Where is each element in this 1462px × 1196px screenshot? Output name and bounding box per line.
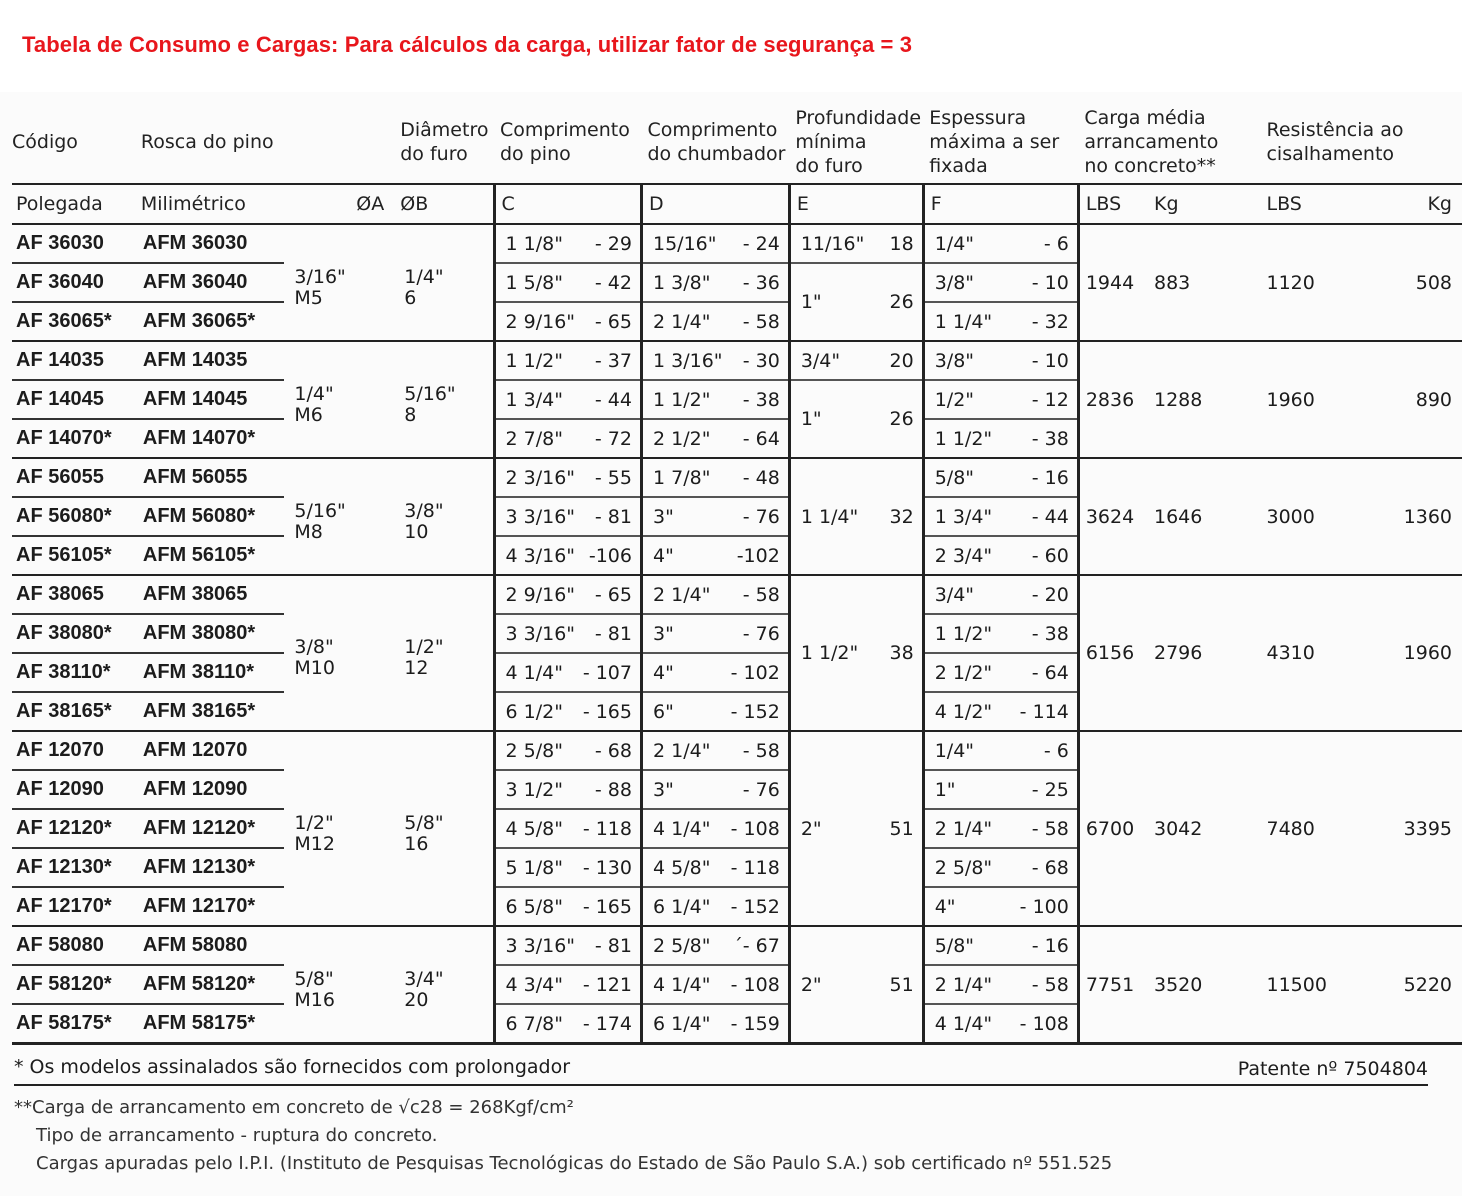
header-row [12, 100, 1462, 184]
code-milimetrico: AFM 38080* [137, 614, 285, 653]
dim-c: 4 3/4" - 121 [494, 965, 641, 1004]
dim-c: 1 1/2" - 37 [494, 341, 641, 380]
code-polegada: AF 38165* [16, 700, 112, 722]
dim-d: 1 7/8" - 48 [641, 458, 789, 497]
header-espessura: Espessura máxima a ser fixada [929, 106, 1060, 177]
rosca-size: 5/16" M8 [284, 458, 394, 575]
code-milimetrico: AFM 38065 [137, 575, 285, 614]
dim-c: 2 7/8" - 72 [494, 419, 641, 458]
code-milimetrico: AFM 58175* [142, 1012, 256, 1034]
dim-e: 2" 51 [789, 731, 923, 926]
dim-f: 1 1/2" - 38 [923, 614, 1078, 653]
code-polegada: AF 12090 [12, 770, 137, 809]
code-milimetrico: AFM 36040 [137, 263, 285, 302]
dim-f: 2 1/4" - 58 [923, 809, 1078, 848]
sub-e: E [789, 184, 923, 224]
code-polegada: AF 12070 [12, 731, 137, 770]
code-milimetrico: AFM 56055 [137, 458, 285, 497]
resistencia-kg: 890 [1377, 341, 1462, 458]
carga-kg: 1288 [1148, 341, 1261, 458]
dim-d: 6" - 152 [641, 692, 789, 731]
header-diametro: Diâmetro do furo [400, 118, 489, 165]
dim-f: 4" - 100 [923, 887, 1078, 926]
code-milimetrico: AFM 12170* [142, 895, 256, 917]
code-polegada: AF 14035 [12, 341, 137, 380]
dim-f: 4 1/2" - 114 [923, 692, 1078, 731]
dim-d: 1 1/2" - 38 [641, 380, 789, 419]
dim-c: 4 3/16" -106 [494, 536, 641, 575]
dim-c: 3 3/16" - 81 [494, 926, 641, 965]
dim-d: 4 1/4" - 108 [641, 809, 789, 848]
dim-d: 3" - 76 [641, 614, 789, 653]
sub-polegada: Polegada [12, 184, 137, 224]
header-resistencia: Resistência ao cisalhamento [1266, 118, 1404, 165]
carga-lbs: 6700 [1078, 731, 1148, 926]
code-milimetrico: AFM 12120* [137, 809, 285, 848]
carga-lbs: 7751 [1078, 926, 1148, 1044]
dim-d: 6 1/4" - 159 [641, 1004, 789, 1044]
dim-d: 1 3/16" - 30 [641, 341, 789, 380]
dim-c: 1 1/8" - 29 [494, 224, 641, 263]
code-milimetrico: AFM 36065* [142, 310, 256, 332]
header-profundidade: Profundidade mínima do furo [795, 106, 922, 177]
footnote-carga: **Carga de arrancamento em concreto de √c28 = 268Kgf/cm² [14, 1097, 574, 1118]
code-polegada: AF 58080 [12, 926, 137, 965]
table-row [12, 458, 1462, 497]
furo-size: 1/2" 12 [394, 575, 494, 731]
dim-d: 4 1/4" - 108 [641, 965, 789, 1004]
carga-kg: 3520 [1148, 926, 1261, 1044]
dim-e: 3/4" 20 [789, 341, 923, 380]
dim-c: 3 3/16" - 81 [494, 497, 641, 536]
dim-c: 2 9/16" - 65 [494, 302, 641, 341]
carga-kg: 1646 [1148, 458, 1261, 575]
code-milimetrico: AFM 12090 [137, 770, 285, 809]
dim-f: 2 5/8" - 68 [923, 848, 1078, 887]
header-carga: Carga média arrancamento no concreto** [1084, 106, 1219, 177]
sub-milimetrico: Milimétrico [137, 184, 285, 224]
code-milimetrico: AFM 12070 [137, 731, 285, 770]
table-row [12, 224, 1462, 263]
code-polegada: AF 58175* [16, 1012, 112, 1034]
code-milimetrico: AFM 38165* [142, 700, 256, 722]
code-milimetrico: AFM 14035 [137, 341, 285, 380]
code-polegada: AF 36065* [16, 310, 112, 332]
dim-c: 4 1/4" - 107 [494, 653, 641, 692]
sub-c: C [494, 184, 641, 224]
dim-d: 3" - 76 [641, 497, 789, 536]
dim-f: 1 1/2" - 38 [923, 419, 1078, 458]
code-milimetrico: AFM 58120* [137, 965, 285, 1004]
footnote-cargas: Cargas apuradas pelo I.P.I. (Instituto de Pesquisas Tecnológicas do Estado de São Paulo S.A.) sob certificado nº 551.525 [36, 1153, 1113, 1174]
resistencia-lbs: 4310 [1260, 575, 1376, 731]
dim-f: 2 1/4" - 58 [923, 965, 1078, 1004]
table-row [12, 926, 1462, 965]
code-milimetrico: AFM 14045 [137, 380, 285, 419]
dim-d: 4" - 102 [641, 653, 789, 692]
code-milimetrico: AFM 12130* [137, 848, 285, 887]
footnote-tipo: Tipo de arrancamento - ruptura do concreto. [36, 1125, 438, 1146]
furo-size: 5/16" 8 [394, 341, 494, 458]
dim-e: 1 1/4" 32 [789, 458, 923, 575]
header-rosca: Rosca do pino [140, 130, 274, 153]
dim-c: 1 5/8" - 42 [494, 263, 641, 302]
dim-c: 3 3/16" - 81 [494, 614, 641, 653]
dim-f: 1 3/4" - 44 [923, 497, 1078, 536]
furo-size: 1/4" 6 [394, 224, 494, 341]
sub-d: D [641, 184, 789, 224]
dim-d: 4 5/8" - 118 [641, 848, 789, 887]
dim-e: 1" 26 [789, 380, 923, 458]
footnotes [14, 1094, 1112, 1178]
dim-c: 2 9/16" - 65 [494, 575, 641, 614]
sub-oa: ØA [284, 184, 394, 224]
sub-lbs-2: LBS [1260, 184, 1376, 224]
resistencia-kg: 1360 [1377, 458, 1462, 575]
resistencia-kg: 508 [1377, 224, 1462, 341]
rosca-size: 3/8" M10 [284, 575, 394, 731]
dim-d: 2 1/4" - 58 [641, 302, 789, 341]
dim-c: 2 5/8" - 68 [494, 731, 641, 770]
dim-c: 4 5/8" - 118 [494, 809, 641, 848]
dim-d: 15/16" - 24 [641, 224, 789, 263]
code-milimetrico: AFM 56105* [142, 544, 256, 566]
header-comp-pino: Comprimento do pino [500, 118, 630, 165]
dim-d: 6 1/4" - 152 [641, 887, 789, 926]
dim-f: 2 1/2" - 64 [923, 653, 1078, 692]
dim-f: 5/8" - 16 [923, 926, 1078, 965]
dim-f: 2 3/4" - 60 [923, 536, 1078, 575]
sub-ob: ØB [394, 184, 494, 224]
consumption-load-table [12, 100, 1462, 1045]
sub-kg-2: Kg [1377, 184, 1462, 224]
sub-f: F [923, 184, 1078, 224]
dim-f: 1/4" - 6 [923, 731, 1078, 770]
sub-kg-1: Kg [1148, 184, 1261, 224]
resistencia-kg: 1960 [1377, 575, 1462, 731]
dim-d: 1 3/8" - 36 [641, 263, 789, 302]
patent-number: Patente nº 7504804 [1237, 1058, 1428, 1080]
table-row [12, 575, 1462, 614]
dim-c: 3 1/2" - 88 [494, 770, 641, 809]
resistencia-lbs: 1120 [1260, 224, 1376, 341]
resistencia-lbs: 3000 [1260, 458, 1376, 575]
furo-size: 3/4" 20 [394, 926, 494, 1044]
dim-f: 1 1/4" - 32 [923, 302, 1078, 341]
dim-f: 3/8" - 10 [923, 341, 1078, 380]
dim-d: 2 1/4" - 58 [641, 575, 789, 614]
dim-f: 1/4" - 6 [923, 224, 1078, 263]
carga-kg: 883 [1148, 224, 1261, 341]
carga-lbs: 3624 [1078, 458, 1148, 575]
dim-f: 1" - 25 [923, 770, 1078, 809]
footnote-asterisk: * Os modelos assinalados são fornecidos com prolongador [14, 1056, 571, 1078]
code-polegada: AF 38110* [12, 653, 137, 692]
carga-lbs: 2836 [1078, 341, 1148, 458]
dim-c: 6 1/2" - 165 [494, 692, 641, 731]
dim-d: 4" -102 [641, 536, 789, 575]
table-row [12, 341, 1462, 380]
page-title: Tabela de Consumo e Cargas: Para cálculos da carga, utilizar fator de segurança = 3 [22, 32, 913, 57]
code-milimetrico: AFM 14070* [142, 427, 256, 449]
rosca-size: 3/16" M5 [284, 224, 394, 341]
dim-c: 5 1/8" - 130 [494, 848, 641, 887]
resistencia-lbs: 7480 [1260, 731, 1376, 926]
dim-e: 11/16" 18 [789, 224, 923, 263]
code-polegada: AF 38080* [12, 614, 137, 653]
table-row [12, 731, 1462, 770]
dim-f: 4 1/4" - 108 [923, 1004, 1078, 1044]
carga-lbs: 1944 [1078, 224, 1148, 341]
code-milimetrico: AFM 36030 [137, 224, 285, 263]
dim-f: 3/4" - 20 [923, 575, 1078, 614]
code-polegada: AF 58120* [12, 965, 137, 1004]
dim-c: 6 7/8" - 174 [494, 1004, 641, 1044]
code-polegada: AF 56105* [16, 544, 112, 566]
code-polegada: AF 12170* [16, 895, 112, 917]
resistencia-lbs: 11500 [1260, 926, 1376, 1044]
rosca-size: 1/4" M6 [284, 341, 394, 458]
dim-d: 2 1/4" - 58 [641, 731, 789, 770]
rosca-size: 1/2" M12 [284, 731, 394, 926]
resistencia-kg: 5220 [1377, 926, 1462, 1044]
carga-lbs: 6156 [1078, 575, 1148, 731]
header-codigo: Código [12, 130, 78, 153]
dim-f: 5/8" - 16 [923, 458, 1078, 497]
dim-e: 1 1/2" 38 [789, 575, 923, 731]
code-polegada: AF 56080* [12, 497, 137, 536]
code-milimetrico: AFM 38110* [137, 653, 285, 692]
dim-d: 2 5/8" ´- 67 [641, 926, 789, 965]
dim-c: 1 3/4" - 44 [494, 380, 641, 419]
dim-c: 2 3/16" - 55 [494, 458, 641, 497]
resistencia-lbs: 1960 [1260, 341, 1376, 458]
code-polegada: AF 14070* [16, 427, 112, 449]
dim-d: 2 1/2" - 64 [641, 419, 789, 458]
rosca-size: 5/8" M16 [284, 926, 394, 1044]
carga-kg: 3042 [1148, 731, 1261, 926]
code-polegada: AF 36040 [12, 263, 137, 302]
subheader-row [12, 184, 1462, 224]
dim-d: 3" - 76 [641, 770, 789, 809]
code-polegada: AF 36030 [12, 224, 137, 263]
resistencia-kg: 3395 [1377, 731, 1462, 926]
code-milimetrico: AFM 58080 [137, 926, 285, 965]
code-polegada: AF 12130* [12, 848, 137, 887]
dim-e: 1" 26 [789, 263, 923, 341]
furo-size: 3/8" 10 [394, 458, 494, 575]
carga-kg: 2796 [1148, 575, 1261, 731]
code-polegada: AF 38065 [12, 575, 137, 614]
furo-size: 5/8" 16 [394, 731, 494, 926]
code-milimetrico: AFM 56080* [137, 497, 285, 536]
sub-lbs-1: LBS [1078, 184, 1148, 224]
header-comp-chumbador: Comprimento do chumbador [647, 118, 786, 165]
dim-e: 2" 51 [789, 926, 923, 1044]
dim-c: 6 5/8" - 165 [494, 887, 641, 926]
dim-f: 3/8" - 10 [923, 263, 1078, 302]
dim-f: 1/2" - 12 [923, 380, 1078, 419]
code-polegada: AF 14045 [12, 380, 137, 419]
footer-line [14, 1052, 1428, 1086]
code-polegada: AF 12120* [12, 809, 137, 848]
code-polegada: AF 56055 [12, 458, 137, 497]
